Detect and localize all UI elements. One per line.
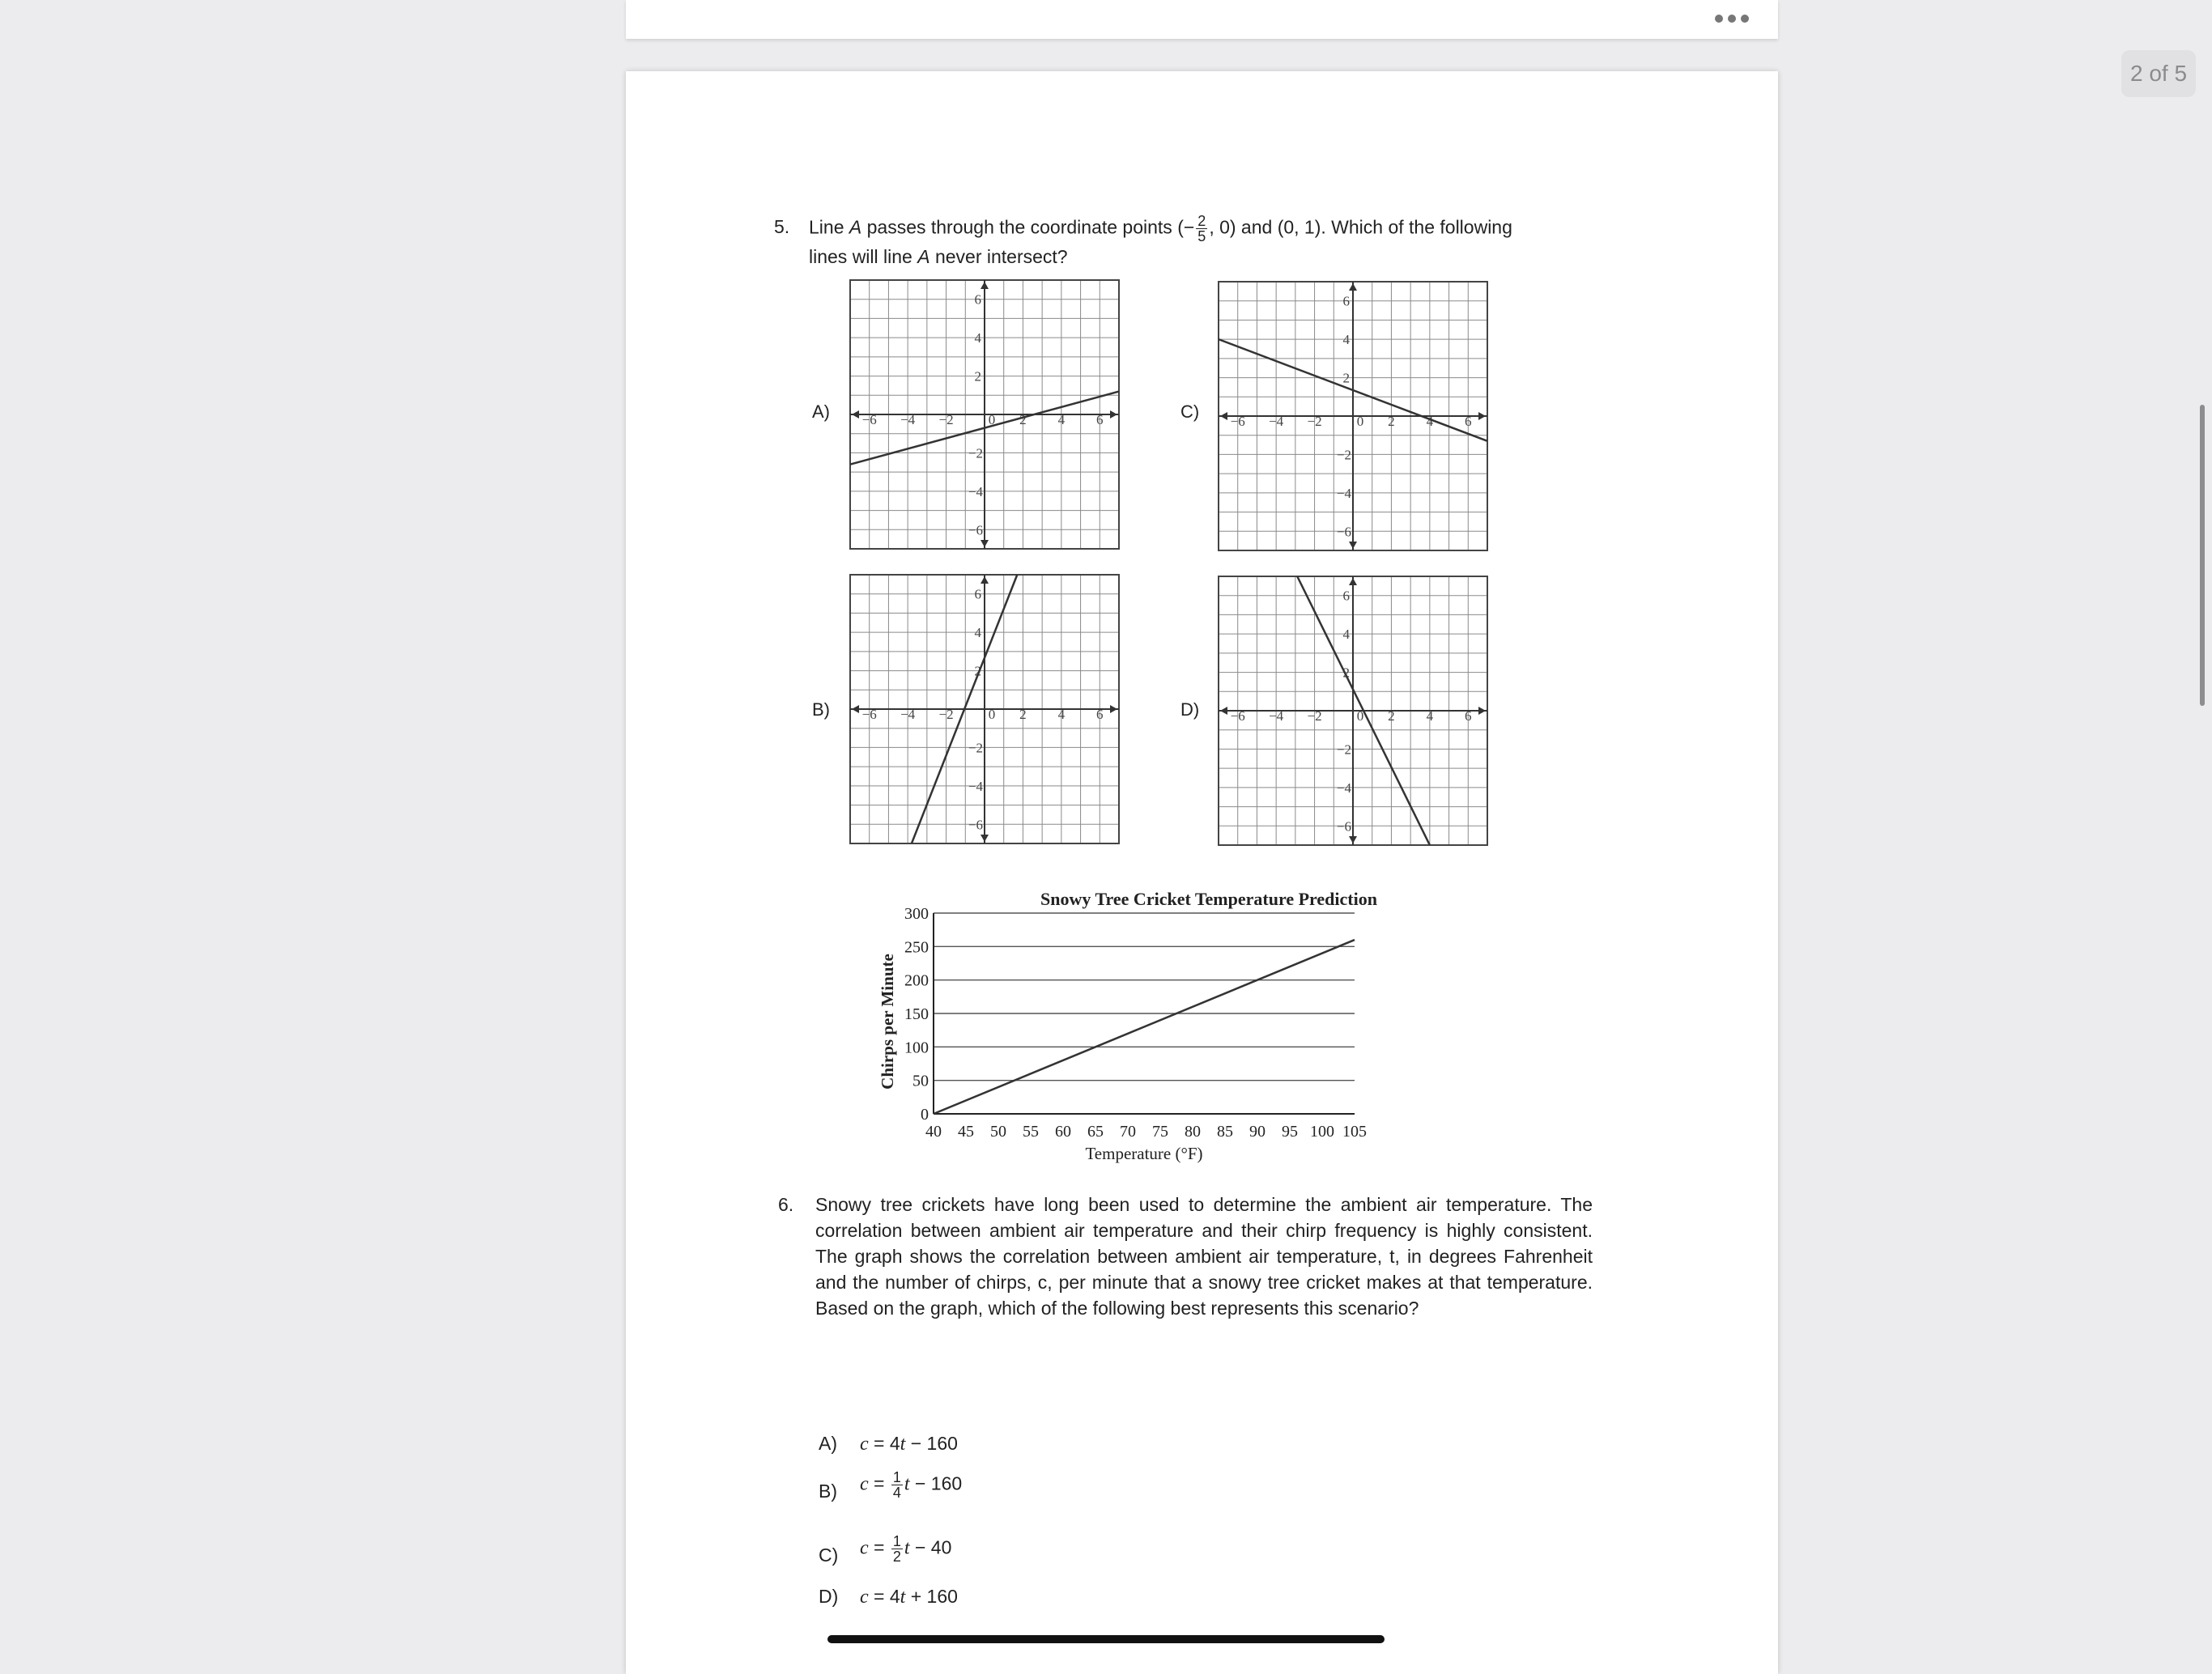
question-text: Snowy tree crickets have long been used to determine the ambient air temperature. The correlation between ambient air temperature and their chirp frequency is highly consistent. The graph shows the correlation between ambient air temperature, t, in degrees Fahrenheit and the number of chirps, c, per minute that a snowy tree cricket makes at that temperature. Based on the graph, which of the following best represents this scenario?	[815, 1194, 1593, 1319]
axis-arrow	[981, 576, 989, 584]
option-label-d: D)	[1180, 699, 1200, 720]
axis-arrow	[1478, 707, 1486, 715]
axis-arrow	[1110, 705, 1117, 713]
graph-option-c	[1219, 282, 1487, 550]
y-tick-label: −4	[1336, 485, 1351, 501]
graph-option-a	[850, 280, 1119, 549]
x-tick-label: 2	[1388, 708, 1395, 724]
y-tick-label: 2	[1342, 370, 1350, 386]
scrollbar[interactable]	[2200, 405, 2205, 706]
question-number: 6.	[778, 1194, 794, 1215]
y-tick-label: 4	[974, 625, 981, 641]
x-tick-label: 6	[1465, 414, 1472, 429]
y-tick-label: 250	[904, 938, 929, 957]
more-icon[interactable]	[1715, 15, 1749, 24]
y-tick-label: 0	[921, 1106, 929, 1124]
y-tick-label: 2	[1342, 665, 1350, 681]
y-tick-label: −4	[968, 483, 983, 499]
home-indicator[interactable]	[827, 1635, 1385, 1643]
x-axis-label: Temperature (°F)	[1085, 1144, 1203, 1163]
y-tick-label: −2	[968, 740, 983, 756]
x-tick-label: 0	[988, 707, 996, 722]
y-tick-label: −2	[1336, 741, 1351, 758]
answer-label-a: A)	[819, 1433, 837, 1454]
x-tick-label: 40	[925, 1123, 942, 1141]
y-tick-label: 150	[904, 1005, 929, 1023]
y-tick-label: 6	[1342, 293, 1350, 309]
axis-arrow	[1220, 707, 1227, 715]
y-tick-label: −6	[968, 522, 983, 538]
document-page	[626, 71, 1778, 1674]
x-tick-label: 50	[990, 1123, 1006, 1141]
y-axis-label: Chirps per Minute	[878, 954, 897, 1090]
x-tick-label: 55	[1023, 1123, 1039, 1141]
cricket-chart	[869, 905, 1484, 1229]
y-tick-label: 300	[904, 905, 929, 923]
axis-arrow	[1349, 542, 1357, 549]
x-tick-label: 6	[1465, 708, 1472, 724]
x-tick-label: 2	[1019, 707, 1027, 722]
axis-arrow	[1349, 836, 1357, 843]
x-tick-label: 0	[1356, 708, 1364, 724]
fraction: $\frac{2}{5}$	[1197, 213, 1206, 244]
x-tick-label: 4	[1426, 708, 1434, 724]
x-tick-label: 0	[988, 412, 996, 427]
y-tick-label: 200	[904, 971, 929, 990]
x-tick-label: 85	[1217, 1123, 1233, 1141]
previous-page-edge	[626, 0, 1778, 39]
option-label-b: B)	[812, 699, 830, 720]
answer-label-c: C)	[819, 1544, 839, 1566]
x-tick-label: 90	[1249, 1123, 1266, 1141]
x-tick-label: −6	[861, 707, 877, 722]
y-tick-label: −6	[1336, 818, 1351, 835]
x-tick-label: 45	[958, 1123, 974, 1141]
answer-c-equation: c = $\frac{1}{2}$ t − 40	[860, 1533, 952, 1565]
x-tick-label: 2	[1019, 412, 1027, 427]
y-tick-label: 6	[974, 291, 981, 308]
y-tick-label: −6	[1336, 524, 1351, 540]
answer-d-equation: c = 4t + 160	[860, 1586, 958, 1608]
option-label-c: C)	[1180, 402, 1200, 422]
y-tick-label: 2	[974, 663, 981, 679]
y-tick-label: −4	[1336, 780, 1351, 796]
x-tick-label: −4	[1269, 708, 1284, 724]
x-tick-label: −4	[1269, 414, 1284, 429]
y-tick-label: 4	[1342, 332, 1350, 348]
y-tick-label: −6	[968, 817, 983, 833]
answer-b-equation: c = $\frac{1}{4}$ t − 160	[860, 1469, 963, 1501]
axis-arrow	[1349, 578, 1357, 585]
axis-arrow	[981, 282, 989, 289]
y-tick-label: 4	[1342, 627, 1350, 643]
y-tick-label: −2	[1336, 447, 1351, 463]
x-tick-label: −4	[900, 412, 916, 427]
series-line	[934, 940, 1355, 1114]
axis-arrow	[981, 540, 989, 547]
x-tick-label: 65	[1087, 1123, 1104, 1141]
fraction: $\frac{1}{4}$	[892, 1469, 901, 1501]
x-tick-label: −4	[900, 707, 916, 722]
graph-option-d	[1219, 576, 1487, 845]
axis-arrow	[852, 705, 859, 713]
x-tick-label: 105	[1342, 1123, 1367, 1141]
y-tick-label: 6	[974, 586, 981, 602]
axis-arrow	[1110, 410, 1117, 418]
x-tick-label: 6	[1096, 707, 1104, 722]
x-tick-label: 70	[1120, 1123, 1136, 1141]
x-tick-label: 100	[1310, 1123, 1334, 1141]
fraction: $\frac{1}{2}$	[892, 1533, 901, 1565]
x-tick-label: 95	[1282, 1123, 1298, 1141]
x-tick-label: 6	[1096, 412, 1104, 427]
x-tick-label: −6	[861, 412, 877, 427]
x-tick-label: 4	[1426, 414, 1434, 429]
answer-a-equation: c = 4t − 160	[860, 1433, 958, 1455]
x-tick-label: 0	[1356, 414, 1364, 429]
x-tick-label: 4	[1057, 707, 1066, 722]
answer-label-b: B)	[819, 1481, 837, 1502]
x-tick-label: 60	[1055, 1123, 1071, 1141]
axis-arrow	[981, 835, 989, 842]
x-tick-label: −6	[1230, 708, 1245, 724]
y-tick-label: 6	[1342, 588, 1350, 604]
y-tick-label: 4	[974, 330, 981, 346]
x-tick-label: 2	[1388, 414, 1395, 429]
option-label-a: A)	[812, 402, 830, 422]
axis-arrow	[1478, 412, 1486, 420]
axis-arrow	[852, 410, 859, 418]
answer-label-d: D)	[819, 1586, 839, 1607]
y-tick-label: −4	[968, 778, 983, 794]
axis-arrow	[1220, 412, 1227, 420]
chart-title: Snowy Tree Cricket Temperature Prediction	[1040, 889, 1377, 909]
axis-arrow	[1349, 283, 1357, 291]
y-tick-label: −2	[968, 445, 983, 461]
x-tick-label: 80	[1185, 1123, 1201, 1141]
x-tick-label: 75	[1152, 1123, 1168, 1141]
graph-option-b	[850, 575, 1119, 843]
y-tick-label: 50	[912, 1072, 929, 1090]
y-tick-label: 100	[904, 1039, 929, 1057]
x-tick-label: −2	[1307, 414, 1322, 429]
y-tick-label: 2	[974, 368, 981, 385]
question-number: 5.	[774, 216, 790, 237]
x-tick-label: −2	[938, 707, 954, 722]
x-tick-label: 4	[1057, 412, 1066, 427]
x-tick-label: −6	[1230, 414, 1245, 429]
page-indicator: 2 of 5	[2121, 50, 2196, 97]
x-tick-label: −2	[1307, 708, 1322, 724]
question-text: Line A passes through the coordinate points (− $\frac{2}{5}$ , 0) and (0, 1). Which of the following lines will line A never intersect?	[809, 213, 1512, 267]
x-tick-label: −2	[938, 412, 954, 427]
